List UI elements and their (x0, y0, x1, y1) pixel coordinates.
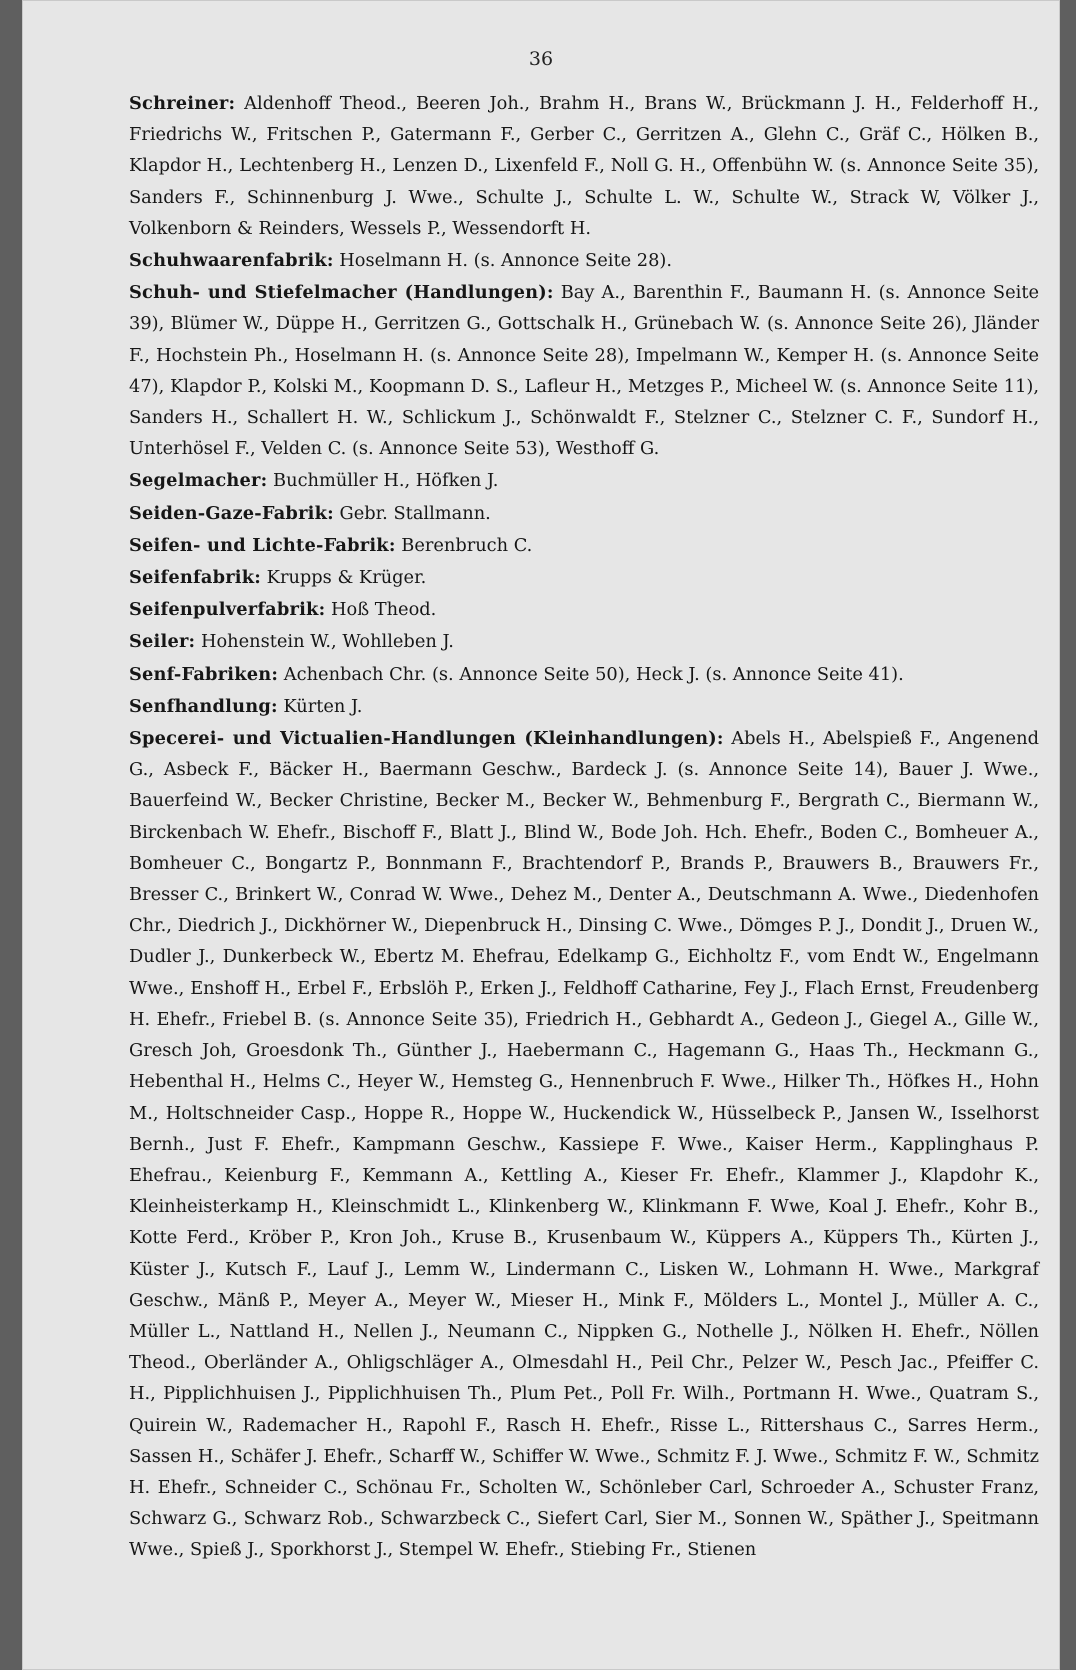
entry-heading: Seifenpulverfabrik: (129, 599, 326, 621)
entry-names: Buchmüller H., Höfken J. (273, 470, 499, 492)
entry-heading: Seifenfabrik: (129, 567, 262, 589)
entry-heading: Schuhwaarenfabrik: (129, 250, 334, 272)
entry-heading: Segelmacher: (129, 470, 268, 492)
entry-schuhwaarenfabrik (129, 245, 1039, 276)
entry-seifenpulverfabrik (129, 594, 1039, 625)
entry-seifenfabrik (129, 562, 1039, 593)
entry-specerei-victualien (129, 723, 1039, 1565)
entry-names: Aldenhoff Theod., Beeren Joh., Brahm H., Brans W., Brückmann J. H., Felderhoff H., Friedrichs W., Fritschen P., Gatermann F., Gerber C., Gerritzen A., Glehn C., Gräf C., Hölken B., Klapdor H., Lechtenberg H., Lenzen D., Lixenfeld F., Noll G. H., Offenbühn W. (s. Annonce Seite 35), Sanders F., Schinnenburg J. Wwe., Schulte J., Schulte L. W., Schulte W., Strack W, Völker J., Volkenborn & Reinders, Wessels P., Wessendorft H. (129, 93, 1039, 239)
document-page (22, 0, 1060, 1670)
entry-heading: Senf-Fabriken: (129, 663, 279, 685)
entry-names: Hohenstein W., Wohlleben J. (200, 631, 454, 653)
entry-heading: Senfhandlung: (129, 695, 278, 717)
entry-senfhandlung (129, 691, 1039, 722)
entry-names: Bay A., Barenthin F., Baumann H. (s. Annonce Seite 39), Blümer W., Düppe H., Gerritzen G., Gottschalk H., Grünebach W. (s. Annonce Seite 26), Jländer F., Hochstein Ph., Hoselmann H. (s. Annonce Seite 28), Impelmann W., Kemper H. (s. Annonce Seite 47), Klapdor P., Kolski M., Koopmann D. S., Lafleur H., Metzges P., Micheel W. (s. Annonce Seite 11), Sanders H., Schallert H. W., Schlickum J., Schönwaldt F., Stelzner C., Stelzner C. F., Sundorf H., Unterhösel F., Velden C. (s. Annonce Seite 53), Westhoff G. (129, 282, 1039, 460)
entry-names: Hoselmann H. (s. Annonce Seite 28). (339, 250, 672, 272)
entry-heading: Seiler: (129, 631, 196, 653)
entry-senf-fabriken (129, 659, 1039, 690)
entry-seiler (129, 626, 1039, 657)
entry-heading: Specerei- und Victualien-Handlungen (Kleinhandlungen): (129, 728, 724, 750)
entry-names: Kürten J. (283, 695, 363, 717)
page-number: 36 (528, 48, 554, 70)
entry-names: Abels H., Abelspieß F., Angenend G., Asbeck F., Bäcker H., Baermann Geschw., Bardeck J. (s. Annonce Seite 14), Bauer J. Wwe., Bauerfeind W., Becker Christine, Becker M., Becker W., Behmenburg F., Bergrath C., Biermann W., Birckenbach W. Ehefr., Bischoff F., Blatt J., Blind W., Bode Joh. Hch. Ehefr., Boden C., Bomheuer A., Bomheuer C., Bongartz P., Bonnmann F., Brachtendorf P., Brands P., Brauwers B., Brauwers Fr., Bresser C., Brinkert W., Conrad W. Wwe., Dehez M., Denter A., Deutschmann A. Wwe., Diedenhofen Chr., Diedrich J., Dickhörner W., Diepenbruck H., Dinsing C. Wwe., Dömges P. J., Dondit J., Druen W., Dudler J., Dunkerbeck W., Ebertz M. Ehefrau, Edelkamp G., Eichholtz F., vom Endt W., Engelmann Wwe., Enshoff H., Erbel F., Erbslöh P., Erken J., Feldhoff Catharine, Fey J., Flach Ernst, Freudenberg H. Ehefr., Friebel B. (s. Annonce Seite 35), Friedrich H., Gebhardt A., Gedeon J., Giegel A., Gille W., Gresch Joh, Groesdonk Th., Günther J., Haebermann C., Hagemann G., Haas Th., Heckmann G., Hebenthal H., Helms C., Heyer W., Hemsteg G., Hennenbruch F. Wwe., Hilker Th., Höfkes H., Hohn M., Holtschneider Casp., Hoppe R., Hoppe W., Huckendick W., Hüsselbeck P., Jansen W., Isselhorst Bernh., Just F. Ehefr., Kampmann Geschw., Kassiepe F. Wwe., Kaiser Herm., Kapplinghaus P. Ehefrau., Keienburg F., Kemmann A., Kettling A., Kieser Fr. Ehefr., Klammer J., Klapdohr K., Kleinheisterkamp H., Kleinschmidt L., Klinkenberg W., Klinkmann F. Wwe, Koal J. Ehefr., Kohr B., Kotte Ferd., Kröber P., Kron Joh., Kruse B., Krusenbaum W., Küppers A., Küppers Th., Kürten J., Küster J., Kutsch F., Lauf J., Lemm W., Lindermann C., Lisken W., Lohmann H. Wwe., Markgraf Geschw., Mänß P., Meyer A., Meyer W., Mieser H., Mink F., Mölders L., Montel J., Müller A. C., Müller L., Nattland H., Nellen J., Neumann C., Nippken G., Nothelle J., Nölken H. Ehefr., Nöllen Theod., Oberländer A., Ohligschläger A., Olmesdahl H., Peil Chr., Pelzer W., Pesch Jac., Pfeiffer C. H., Pipplichhuisen J., Pipplichhuisen Th., Plum Pet., Poll Fr. Wilh., Portmann H. Wwe., Quatram S., Quirein W., Rademacher H., Rapohl F., Rasch H. Ehefr., Risse L., Rittershaus C., Sarres Herm., Sassen H., Schäfer J. Ehefr., Scharff W., Schiffer W. Wwe., Schmitz F. J. Wwe., Schmitz F. W., Schmitz H. Ehefr., Schneider C., Schönau Fr., Scholten W., Schönleber Carl, Schroeder A., Schuster Franz, Schwarz G., Schwarz Rob., Schwarzbeck C., Siefert Carl, Sier M., Sonnen W., Späther J., Speitmann Wwe., Spieß J., Sporkhorst J., Stempel W. Ehefr., Stiebing Fr., Stienen (129, 728, 1040, 1561)
entry-schuh-stiefelmacher (129, 277, 1039, 464)
entry-names: Gebr. Stallmann. (339, 502, 491, 524)
entry-heading: Schuh- und Stiefelmacher (Handlungen): (129, 282, 554, 304)
entry-names: Hoß Theod. (331, 599, 437, 621)
entry-segelmacher (129, 465, 1039, 496)
entry-seiden-gaze-fabrik (129, 498, 1039, 529)
entry-schreiner (129, 88, 1039, 244)
entry-heading: Schreiner: (129, 93, 236, 114)
directory-listing (129, 88, 1039, 1566)
entry-names: Krupps & Krüger. (266, 567, 427, 589)
entry-heading: Seiden-Gaze-Fabrik: (129, 502, 334, 524)
entry-names: Berenbruch C. (401, 534, 533, 556)
entry-names: Achenbach Chr. (s. Annonce Seite 50), Heck J. (s. Annonce Seite 41). (283, 663, 904, 685)
entry-seifen-lichte-fabrik (129, 530, 1039, 561)
entry-heading: Seifen- und Lichte-Fabrik: (129, 534, 396, 556)
